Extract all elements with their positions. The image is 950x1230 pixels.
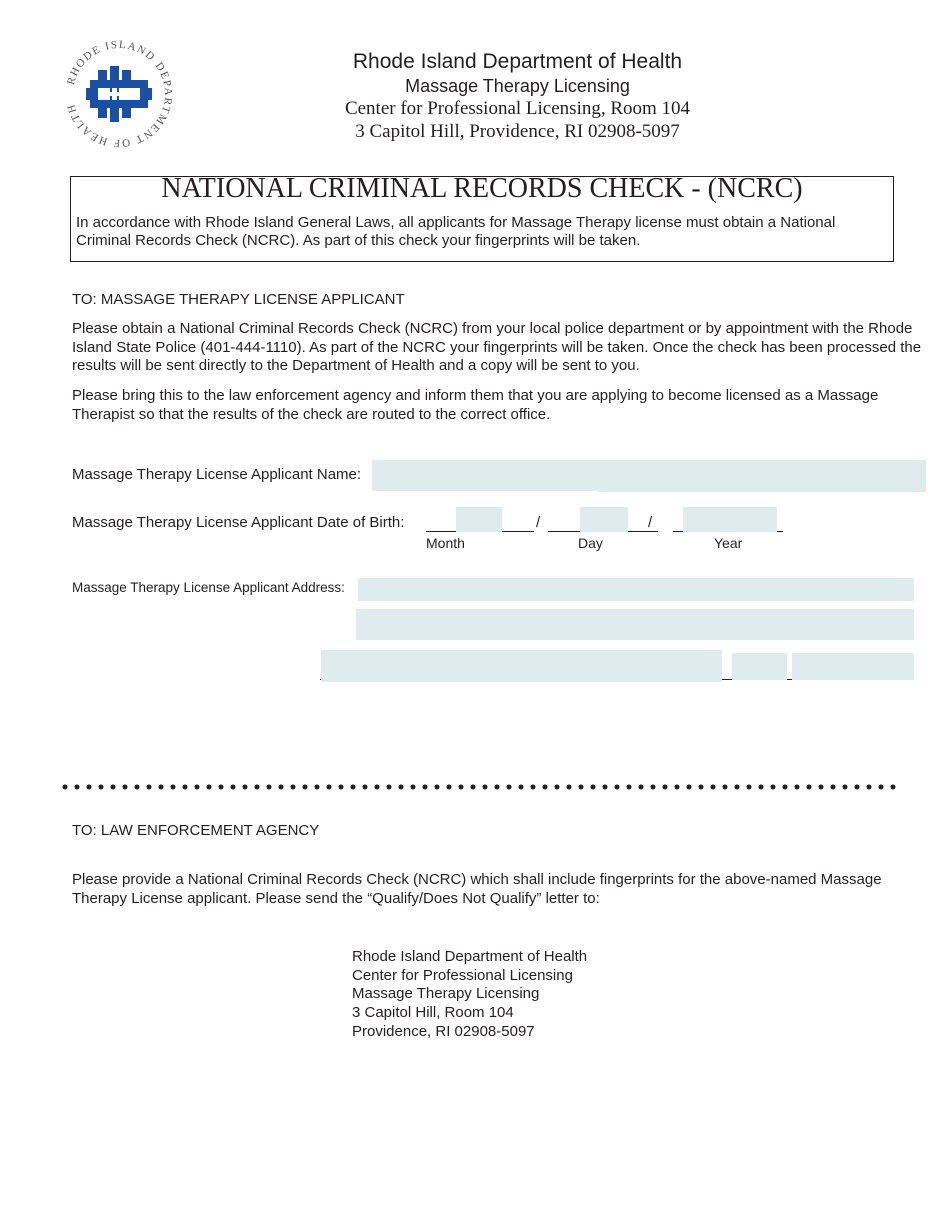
dob-month-field[interactable] (456, 507, 502, 532)
agency-instructions: Please provide a National Criminal Records Check (NCRC) which shall include fingerprints for the above-named Massage Therapy License applicant. Please send the “Qualify/Does Not Qualify” letter to: (72, 871, 882, 907)
dob-separator-1: / (536, 514, 541, 531)
header-office: Center for Professional Licensing, Room 104 (344, 98, 691, 119)
address-line-1-field[interactable] (358, 578, 914, 601)
dob-day-field[interactable] (580, 507, 628, 532)
title-intro-text: In accordance with Rhode Island General Laws, all applicants for Massage Therapy license must obtain a National Criminal Records Check (NCRC). As part of this check your fingerprints will be taken. (76, 214, 836, 249)
to-agency-heading: TO: LAW ENFORCEMENT AGENCY (72, 822, 320, 839)
dotted-separator (62, 780, 908, 794)
header-address: 3 Capitol Hill, Providence, RI 02908-5097 (355, 121, 680, 142)
header-program: Massage Therapy Licensing (405, 76, 630, 96)
applicant-instructions-2: Please bring this to the law enforcement agency and inform them that you are applying to become licensed as a Massage Therapist so that the results of the check are routed to the correct office. (72, 387, 879, 423)
title-box (70, 173, 894, 262)
seal-ring-text: RHODE ISLAND DEPARTMENT OF HEALTH (64, 38, 175, 150)
applicant-name-field[interactable] (372, 460, 598, 491)
mailing-address-line: Rhode Island Department of Health (352, 948, 588, 965)
dob-day-label: Day (578, 535, 603, 551)
applicant-instructions-1: Please obtain a National Criminal Records Check (NCRC) from your local police department or by appointment with the Rhode Island State Police (401-444-1110). As part of the NCRC your fingerprints will be taken. Once the check has been processed the results will be sent directly to the Department of Health and a copy will be sent to you. (72, 320, 922, 374)
applicant-name-field-extension[interactable] (598, 460, 926, 492)
address-line-2-field[interactable] (356, 609, 914, 640)
to-applicant-heading: TO: MASSAGE THERAPY LICENSE APPLICANT (72, 291, 405, 308)
page-title: NATIONAL CRIMINAL RECORDS CHECK - (NCRC) (161, 173, 803, 204)
applicant-name-label: Massage Therapy License Applicant Name: (72, 466, 362, 483)
dob-year-field[interactable] (683, 507, 777, 532)
mailing-address-line: Providence, RI 02908-5097 (352, 1022, 535, 1040)
dob-year-label: Year (714, 535, 743, 551)
mailing-address-line: Massage Therapy Licensing (352, 985, 540, 1003)
mailing-address-line: 3 Capitol Hill, Room 104 (352, 1004, 514, 1022)
header-org-name: Rhode Island Department of Health (352, 50, 683, 73)
applicant-address-label: Massage Therapy License Applicant Address: (72, 580, 345, 595)
address-state-field[interactable] (732, 653, 787, 680)
address-city-field[interactable] (321, 650, 722, 682)
mailing-address-line: Center for Professional Licensing (352, 966, 573, 984)
address-zip-field[interactable] (792, 653, 914, 680)
mailing-address-block (352, 948, 587, 1042)
dob-separator-2: / (648, 514, 653, 531)
dob-month-label: Month (426, 535, 465, 551)
applicant-dob-label: Massage Therapy License Applicant Date of Birth: (72, 514, 405, 531)
ri-department-of-health-seal-icon (58, 38, 180, 150)
